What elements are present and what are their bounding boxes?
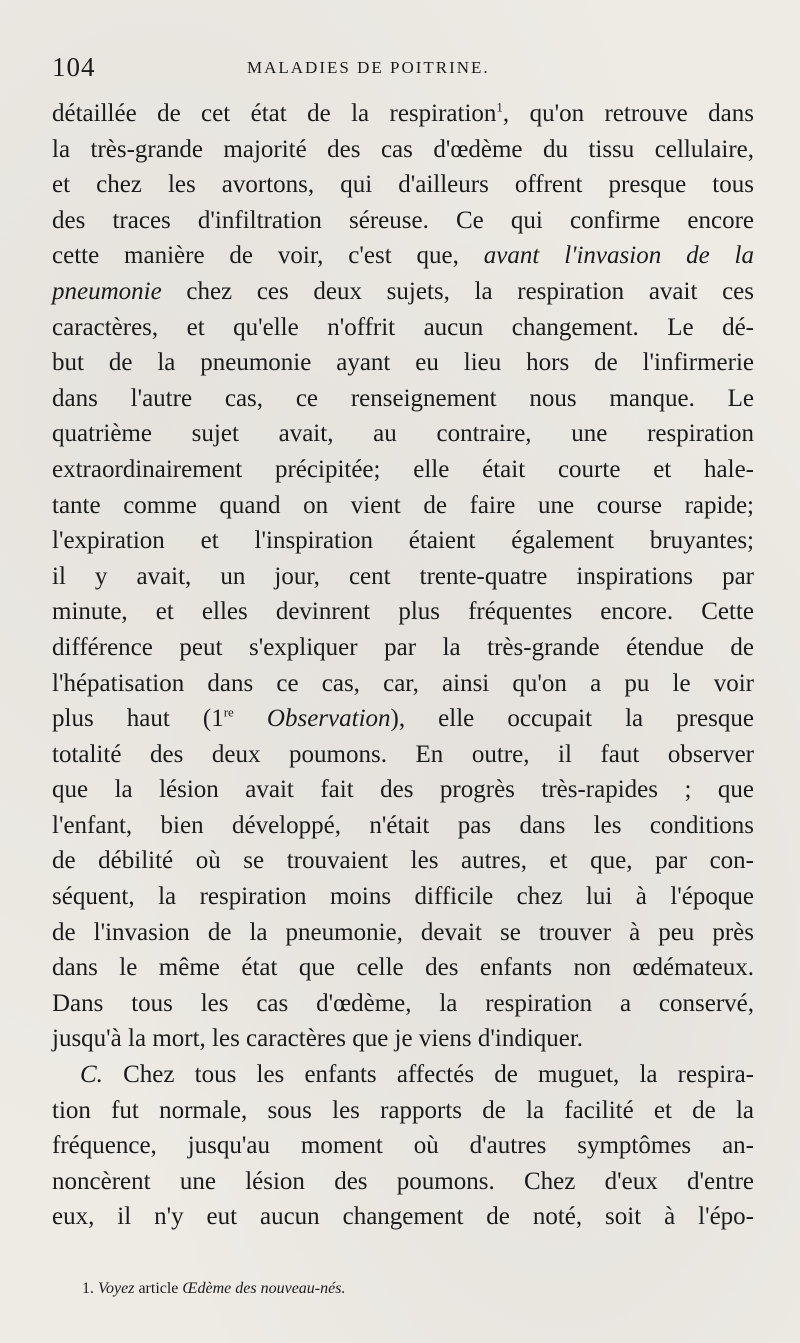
text-line: de débilité où se trouvaient les autres, et que, par con-: [52, 847, 754, 875]
text-line: dans le même état que celle des enfants non œdémateux.: [52, 954, 754, 982]
text-line: jusqu'à la mort, les caractères que je viens d'indiquer.: [52, 1025, 584, 1053]
text-line: l'expiration et l'inspiration étaient également bruyantes;: [52, 527, 754, 555]
text-line: dans l'autre cas, ce renseignement nous manque. Le: [52, 384, 754, 412]
body-text: [52, 96, 754, 1235]
page-number: 104: [52, 52, 96, 82]
text-line: différence peut s'expliquer par la très-grande étendue de: [52, 633, 754, 661]
text-line: l'hépatisation dans ce cas, car, ainsi qu'on a pu le voir: [52, 669, 754, 697]
text-line: eux, il n'y eut aucun changement de noté, soit à l'épo-: [52, 1203, 754, 1231]
text-line: quatrième sujet avait, au contraire, une respiration: [52, 420, 754, 448]
text-line: il y avait, un jour, cent trente-quatre inspirations par: [52, 562, 754, 590]
footnote-ref: 1: [496, 99, 503, 115]
text-line: minute, et elles devinrent plus fréquentes encore. Cette: [52, 598, 754, 626]
text-line: détaillée de cet état de la respiration$^1$, qu'on retrouve dans: [52, 99, 754, 127]
footnote-marker: 1.: [82, 1280, 94, 1297]
text-line: cette manière de voir, c'est que, avant l'invasion de la: [52, 242, 754, 270]
text-line: but de la pneumonie ayant eu lieu hors de l'infirmerie: [52, 349, 754, 377]
text-line: séquent, la respiration moins difficile chez lui à l'époque: [52, 883, 754, 911]
text-line: C. Chez tous les enfants affectés de muguet, la respira-: [80, 1061, 754, 1089]
text-line: que la lésion avait fait des progrès très-rapides ; que: [52, 776, 754, 804]
text-line: des traces d'infiltration séreuse. Ce qui confirme encore: [52, 206, 754, 234]
running-head: MALADIES DE POITRINE.: [247, 58, 490, 77]
text-line: pneumonie chez ces deux sujets, la respiration avait ces: [52, 277, 754, 305]
text-line: l'enfant, bien développé, n'était pas dans les conditions: [52, 811, 754, 839]
italic-phrase: avant l'invasion de la: [483, 242, 754, 270]
page-header: [52, 52, 752, 88]
italic-phrase: Observation: [233, 705, 391, 733]
text-line: tante comme quand on vient de faire une course rapide;: [52, 491, 754, 519]
text-line: la très-grande majorité des cas d'œdème du tissu cellulaire,: [52, 135, 754, 163]
text-line: plus haut (1re Observation), elle occupait la presque: [52, 704, 754, 733]
section-letter: C.: [80, 1061, 103, 1089]
text-line: Dans tous les cas d'œdème, la respiration a conservé,: [52, 989, 754, 1017]
text-line: et chez les avortons, qui d'ailleurs offrent presque tous: [52, 171, 754, 199]
text-line: caractères, et qu'elle n'offrit aucun changement. Le dé-: [52, 313, 754, 341]
text-line: extraordinairement précipitée; elle était courte et hale-: [52, 455, 754, 483]
text-line: tion fut normale, sous les rapports de la facilité et de la: [52, 1096, 754, 1124]
text-line: totalité des deux poumons. En outre, il faut observer: [52, 740, 754, 768]
italic-phrase: pneumonie: [52, 277, 162, 305]
text-line: fréquence, jusqu'au moment où d'autres symptômes an-: [52, 1132, 754, 1160]
text-line: de l'invasion de la pneumonie, devait se trouver à peu près: [52, 918, 754, 946]
text-line: noncèrent une lésion des poumons. Chez d'eux d'entre: [52, 1167, 754, 1195]
footnote: 1. Voyez article Œdème des nouveau-nés.: [82, 1280, 346, 1297]
